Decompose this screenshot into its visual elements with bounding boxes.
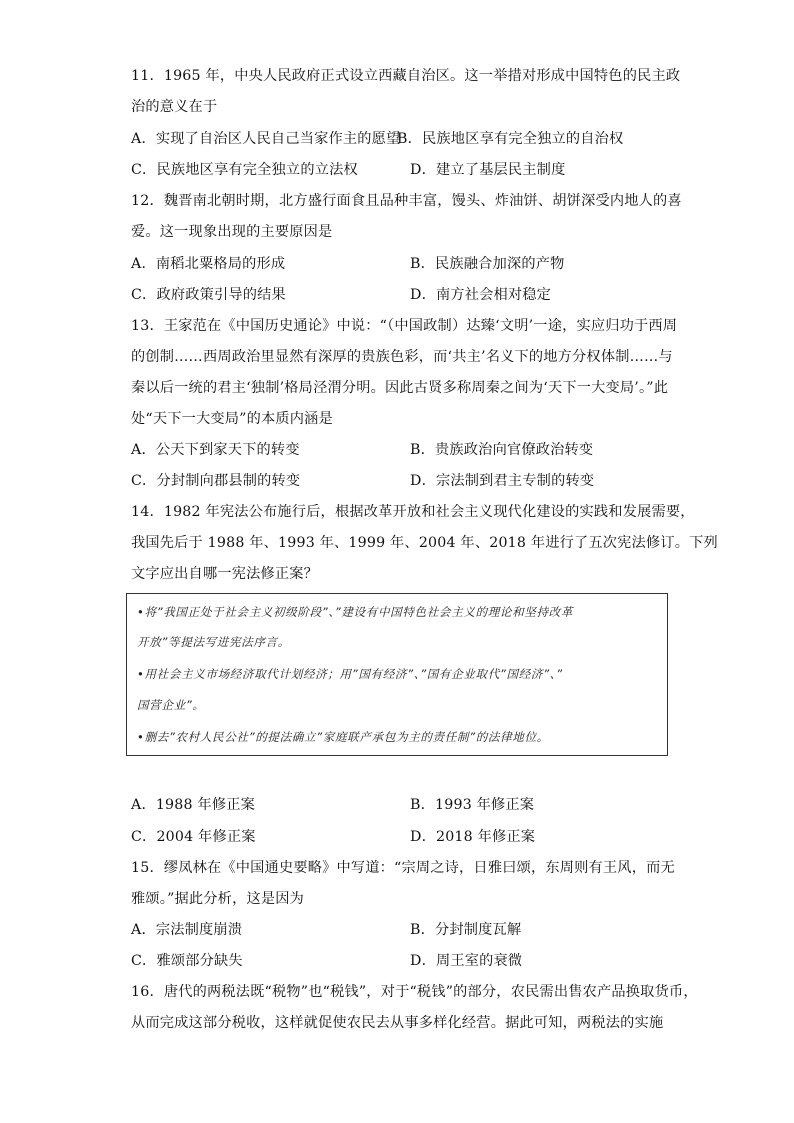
q15-option-d: D．周王室的衰微 [410,953,523,969]
q12-option-a: A．南稻北粟格局的形成 [131,256,286,272]
q11-stem-line-2: 治的意义在于 [131,99,218,115]
q14-stem-line-2: 我国先后于 1988 年、1993 年、1999 年、2004 年、2018 年进行了五次宪法修订。下列 [131,535,718,551]
q14-box-line-4: 国营企业”。 [137,698,205,712]
q15-stem-line-2: 雅颂。”据此分析，这是因为 [131,891,305,907]
q15-option-a: A．宗法制度崩溃 [131,922,243,938]
q12-option-b: B．民族融合加深的产物 [410,256,565,272]
q14-box-line-1: •将”我国正处于社会主义初级阶段”、”建设有中国特色社会主义的理论和坚持改革 [137,605,574,619]
q15-stem-line-1: 15．缪凤林在《中国通史要略》中写道：“宗周之诗，日雅曰颂，东周则有王风，而无 [131,860,675,876]
q14-option-a: A．1988 年修正案 [131,797,255,813]
q14-option-b: B．1993 年修正案 [410,797,535,813]
q14-box-line-3: •用社会主义市场经济取代计划经济；用”国有经济”、”国有企业取代”国经济”、” [137,667,563,681]
q12-option-d: D．南方社会相对稳定 [410,287,552,303]
q12-option-c: C．政府政策引导的结果 [131,287,286,303]
q16-stem-line-1: 16．唐代的两税法既“税物”也“税钱”，对于“税钱”的部分，农民需出售农产品换取货币， [131,984,698,1000]
q14-option-c: C．2004 年修正案 [131,829,256,845]
q13-option-c: C．分封制向郡县制的转变 [131,473,301,489]
q13-stem-line-3: 秦以后一统的君主‘独制’格局泾渭分明。因此古贤多称周秦之间为‘天下一大变局’。”此 [131,380,669,396]
q16-stem-line-2: 从而完成这部分税收，这样就促使农民去从事多样化经营。据此可知，两税法的实施 [131,1015,664,1031]
q11-option-d: D．建立了基层民主制度 [410,162,566,178]
q13-stem-line-4: 处“天下一大变局”的本质内涵是 [131,411,333,427]
q15-option-c: C．雅颂部分缺失 [131,953,243,969]
q14-option-d: D．2018 年修正案 [410,829,536,845]
q15-option-b: B．分封制度瓦解 [410,922,522,938]
q14-box-line-5: •删去”农村人民公社”的提法确立”家庭联产承包为主的责任制”的法律地位。 [137,730,549,744]
q11-option-a: A．实现了自治区人民自己当家作主的愿望 [131,131,401,147]
q14-stem-line-3: 文字应出自哪一宪法修正案？ [131,566,319,582]
q12-stem-line-1: 12．魏晋南北朝时期，北方盛行面食且品种丰富，馒头、炸油饼、胡饼深受内地人的喜 [131,193,682,209]
q13-stem-line-1: 13．王家范在《中国历史通论》中说：“（中国政制）达臻‘文明’一途，实应归功于西周 [131,318,678,334]
q12-stem-line-2: 爱。这一现象出现的主要原因是 [131,224,333,240]
q14-stem-line-1: 14．1982 年宪法公布施行后，根据改革开放和社会主义现代化建设的实践和发展需要， [131,504,695,520]
q11-stem-line-1: 11．1965 年，中央人民政府正式设立西藏自治区。这一举措对形成中国特色的民主政 [131,68,681,84]
q11-option-c: C．民族地区享有完全独立的立法权 [131,162,358,178]
q13-stem-line-2: 的创制……西周政治里显然有深厚的贵族色彩，而‘共主’名义下的地方分权体制……与 [131,349,673,365]
q14-box-line-2: 开放”等提法写进宪法序言。 [137,635,290,649]
q13-option-d: D．宗法制到君主专制的转变 [410,473,595,489]
q14-source-box [126,593,668,756]
q13-option-a: A．公天下到家天下的转变 [131,442,300,458]
q13-option-b: B．贵族政治向官僚政治转变 [410,442,594,458]
q11-option-b: B．民族地区享有完全独立的自治权 [397,131,624,147]
